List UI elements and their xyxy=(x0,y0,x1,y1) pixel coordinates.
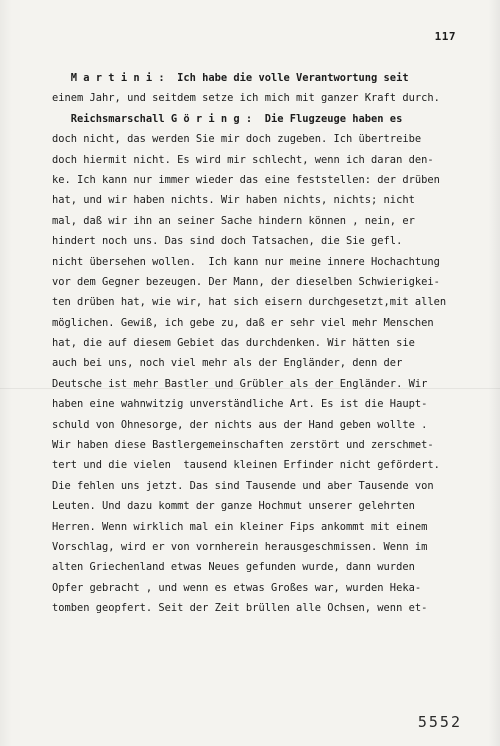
text-line: schuld von Ohnesorge, der nichts aus der Hand geben wollte . xyxy=(52,418,428,431)
text-line: M a r t i n i : Ich habe die volle Verantwortung seit xyxy=(52,72,409,84)
paper-fold-line xyxy=(0,388,500,389)
text-line: einem Jahr, und seitdem setze ich mich mit ganzer Kraft durch. xyxy=(52,92,440,105)
text-line: ten drüben hat, wie wir, hat sich eisern durchgesetzt,mit allen xyxy=(52,296,447,309)
text-line: Reichsmarschall G ö r i n g : Die Flugzeuge haben es xyxy=(52,112,403,125)
archive-number: 5552 xyxy=(417,712,462,731)
text-line: alten Griechenland etwas Neues gefunden wurde, dann wurden xyxy=(52,561,415,574)
text-line: mal, daß wir ihn an seiner Sache hindern können , nein, er xyxy=(52,214,415,227)
typewritten-body xyxy=(52,68,492,619)
text-line: doch nicht, das werden Sie mir doch zugeben. Ich übertreibe xyxy=(52,133,422,146)
text-line: hat, die auf diesem Gebiet das durchdenken. Wir hätten sie xyxy=(52,337,415,350)
text-line: Wir haben diese Bastlergemeinschaften zerstört und zerschmet- xyxy=(52,439,434,452)
text-line: Opfer gebracht , und wenn es etwas Großes war, wurden Heka- xyxy=(52,581,422,594)
text-line: hat, und wir haben nichts. Wir haben nichts, nichts; nicht xyxy=(52,194,415,207)
text-line: Die fehlen uns jetzt. Das sind Tausende und aber Tausende von xyxy=(52,479,434,492)
text-line: doch hiermit nicht. Es wird mir schlecht, wenn ich daran den- xyxy=(52,153,434,166)
text-line: vor dem Gegner bezeugen. Der Mann, der dieselben Schwierigkei- xyxy=(52,275,440,288)
text-line: möglichen. Gewiß, ich gebe zu, daß er sehr viel mehr Menschen xyxy=(52,316,434,329)
text-line: ke. Ich kann nur immer wieder das eine feststellen: der drüben xyxy=(52,173,440,186)
text-line: nicht übersehen wollen. Ich kann nur meine innere Hochachtung xyxy=(52,255,440,268)
text-line: hindert noch uns. Das sind doch Tatsachen, die Sie gefl. xyxy=(52,235,403,248)
text-line: Leuten. Und dazu kommt der ganze Hochmut unserer gelehrten xyxy=(52,500,415,513)
text-line: Vorschlag, wird er von vornherein herausgeschmissen. Wenn im xyxy=(52,540,428,553)
text-line: auch bei uns, noch viel mehr als der Engländer, denn der xyxy=(52,357,403,370)
text-line: tert und die vielen tausend kleinen Erfinder nicht gefördert. xyxy=(52,459,440,472)
page-number: 117 xyxy=(434,30,456,43)
text-line: Herren. Wenn wirklich mal ein kleiner Fips ankommt mit einem xyxy=(52,520,428,533)
text-line: Deutsche ist mehr Bastler und Grübler als der Engländer. Wir xyxy=(52,377,428,390)
text-line: haben eine wahnwitzig unverständliche Art. Es ist die Haupt- xyxy=(52,398,428,411)
text-line: tomben geopfert. Seit der Zeit brüllen alle Ochsen, wenn et- xyxy=(52,602,428,615)
